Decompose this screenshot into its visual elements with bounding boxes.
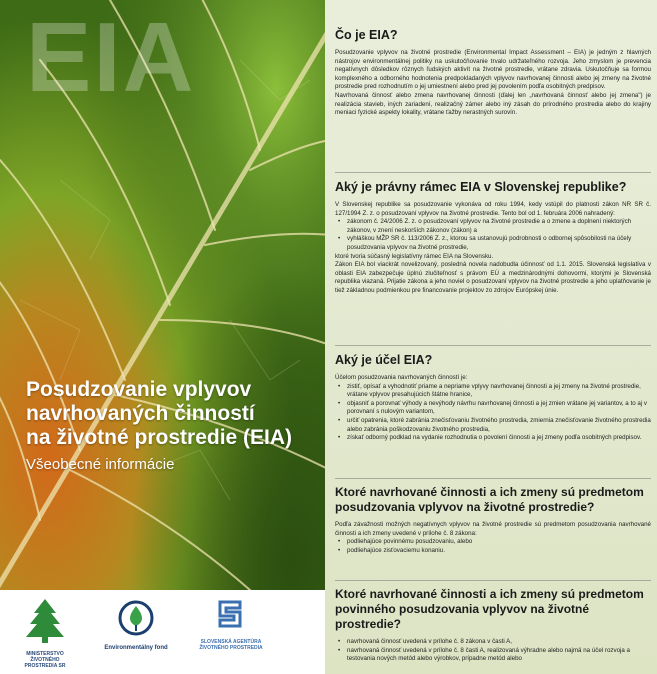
paragraph: Zákon EIA bol viackrát novelizovaný, posledná novela nadobudla účinnosť od 1.1. 2015. Slovenská legislatíva v oblasti EIA zabezpečuje úplnú zlučiteľnosť s právom EÚ a medzinárodnými dohovormi, ktorými je Slovenská republika viazaná. Prijatie zákona a jeho noviel o posudzovaní vplyvov na životné prostredie a jeho uplatňovanie je tiež základnou podmienkou pre financovanie projektov zo zdrojov Európskej únie.	[335, 261, 651, 294]
list-item: • navrhovaná činnosť uvedená v prílohe č. 8 časti A, realizovaná výhradne alebo najmä na účel rozvoja a testovania nových metód alebo výrobkov, prípadne metód alebo	[347, 647, 651, 664]
list-item: • podliehajúce zisťovaciemu konaniu.	[347, 547, 651, 556]
eia-watermark-title: EIA	[26, 2, 196, 112]
section-title: Ktoré navrhované činnosti a ich zmeny sú predmetom povinného posudzovania vplyvov na životné prostredie?	[335, 587, 644, 631]
section-legal-framework	[335, 180, 651, 296]
info-panel	[325, 0, 657, 674]
sazp-logo	[186, 596, 276, 651]
cover-panel	[0, 0, 325, 674]
list-item: • podliehajúce povinnému posudzovaniu, alebo	[347, 538, 651, 547]
bullet-list	[335, 383, 651, 443]
ministry-logo	[14, 596, 76, 669]
agency-caption-2: ŽIVOTNÉHO PROSTREDIA	[199, 645, 263, 651]
section-divider	[335, 172, 651, 173]
sazp-mark-icon	[214, 596, 248, 634]
list-item: • vyhláškou MŽP SR č. 113/2006 Z. z., ktorou sa ustanovujú podrobnosti o odbornej spôsobilosti na účely posudzovania vplyvov na životné prostredie,	[347, 235, 651, 252]
bullet-list	[335, 638, 651, 664]
list-item: • zistiť, opísať a vyhodnotiť priame a nepriame vplyvy navrhovanej činnosti a jej zmeny na životné prostredie, vrátane vplyvov presahujúcich štátne hranice,	[347, 383, 651, 400]
paragraph: Posudzovanie vplyvov na životné prostredie (Environmental Impact Assessment – EIA) je jedným z hlavných nástrojov environmentálnej politiky na uskutočňovanie trvalo udržateľného rozvoja. Jeho zmyslom je prevencia negatívnych dôsledkov rôznych ľudských aktivít na životné prostredie, vrátane zdravia. Uskutočňuje sa formou komplexného a odborného hodnotenia predpokladaných vplyvov navrhovanej činnosti alebo jej zmeny na životné prostredie pred rozhodnutím o jej umiestnení alebo pred jej povolením podľa osobitných predpisov.	[335, 49, 651, 91]
bullet-list	[335, 538, 651, 555]
section-title: Aký je právny rámec EIA v Slovenskej republike?	[335, 180, 627, 194]
section-purpose	[335, 353, 651, 443]
ministry-caption: MINISTERSTVO ŽIVOTNÉHO PROSTREDIA SR	[24, 651, 66, 669]
cover-title-line: na životné prostredie (EIA)	[26, 426, 293, 449]
list-item: • určiť opatrenia, ktoré zabránia znečisťovaniu životného prostredia, zmiernia znečisťovanie životného prostredia alebo zabránia poškodzovaniu životného prostredia,	[347, 417, 651, 434]
cover-title-line: navrhovaných činností	[26, 402, 255, 425]
section-mandatory-assessment	[335, 587, 651, 664]
paragraph: Účelom posudzovania navrhovaných činností je:	[335, 374, 468, 381]
agency-caption-1: SLOVENSKÁ AGENTÚRA	[200, 639, 262, 645]
paragraph: Podľa závažnosti možných negatívnych vplyvov na životné prostredie sú predmetom posudzovania navrhované činnosti a ich zmeny uvedené v prílohe č. 8 zákona:	[335, 521, 651, 537]
cover-title-line: Posudzovanie vplyvov	[26, 378, 252, 401]
section-divider	[335, 580, 651, 581]
section-divider	[335, 345, 651, 346]
section-title: Aký je účel EIA?	[335, 353, 433, 367]
environmental-fund-logo	[96, 596, 176, 651]
cover-subtitle: Všeobecné informácie	[26, 456, 175, 473]
paragraph: Navrhovaná činnosť alebo zmena navrhovanej činnosti (ďalej len „navrhovaná činnosť alebo jej zmena") je realizácia stavieb, iných zariadení, realizačný zámer alebo iný zásah do prírodného prostredia alebo do krajiny meniaci fyzické aspekty lokality, vrátane ťažby nerastných surovín.	[335, 91, 651, 117]
list-item: • navrhovaná činnosť uvedená v prílohe č. 8 zákona v časti A,	[347, 638, 651, 647]
section-divider	[335, 478, 651, 479]
bullet-list	[335, 218, 651, 252]
list-item: • získať odborný podklad na vydanie rozhodnutia o povolení činnosti a jej zmeny podľa osobitných predpisov.	[347, 434, 651, 443]
list-item: • zákonom č. 24/2006 Z. z. o posudzovaní vplyvov na životné prostredie a o zmene a doplnení niektorých zákonov, v znení neskorších zákonov (zákon) a	[347, 218, 651, 235]
paragraph: V Slovenskej republike sa posudzovanie vykonáva od roku 1994, kedy vstúpil do platnosti zákon NR SR č. 127/1994 Z. z. o posudzovaní vplyvov na životné prostredie. Tento bol od 1. februára 2006 nahradený:	[335, 201, 651, 217]
fund-drop-icon	[116, 596, 156, 640]
cover-title	[26, 378, 321, 450]
section-title: Ktoré navrhované činnosti a ich zmeny sú predmetom posudzovania vplyvov na životné prostredie?	[335, 485, 644, 514]
list-item: • objasniť a porovnať výhody a nevýhody návrhu navrhovanej činnosti a jej zmien vrátane jej variantov, a to aj v porovnaní s nulovým variantom,	[347, 400, 651, 417]
paragraph: ktoré tvoria súčasný legislatívny rámec EIA na Slovensku.	[335, 252, 494, 260]
section-what-is-eia	[335, 28, 651, 118]
section-title: Čo je EIA?	[335, 28, 398, 42]
fund-caption: Environmentálny fond	[104, 645, 168, 651]
section-subject-of-assessment	[335, 485, 651, 555]
cover-text	[26, 378, 321, 474]
logo-strip	[0, 590, 325, 674]
tree-icon	[20, 596, 70, 646]
